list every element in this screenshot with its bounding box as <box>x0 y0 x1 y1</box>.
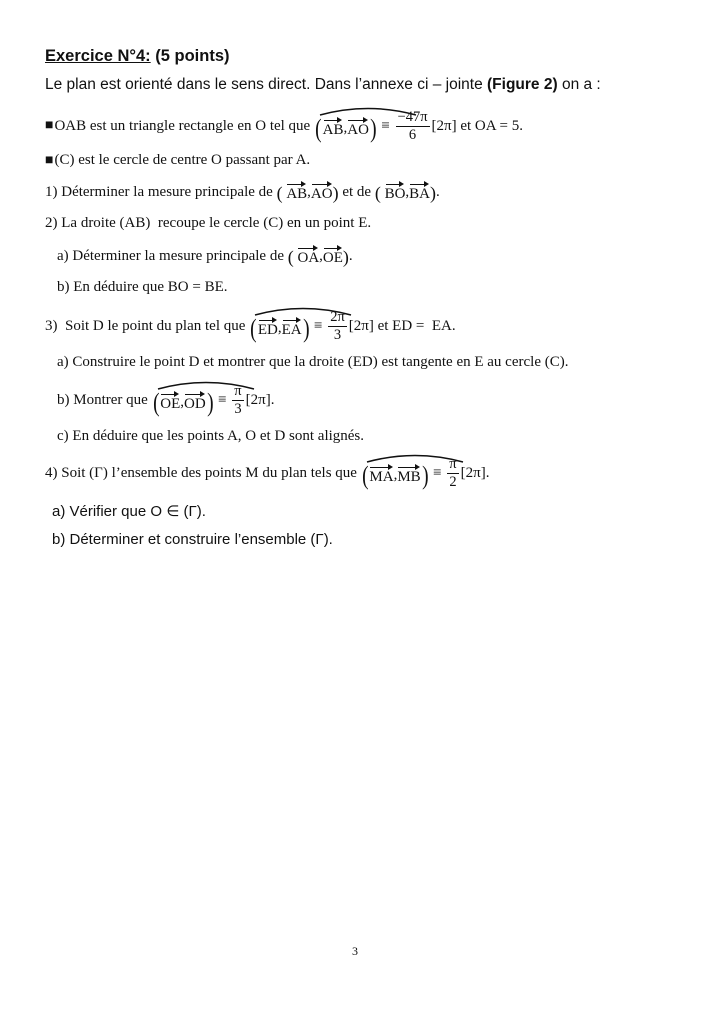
q4a-text: a) Vérifier que O ∈ (Γ). <box>52 503 206 520</box>
fraction-numerator: π <box>449 455 457 472</box>
given-circle-text: (C) est le cercle de centre O passant par A. <box>54 152 311 168</box>
intro-end: on a : <box>557 76 601 93</box>
vector-ao: AO <box>347 119 369 138</box>
angle-arc-icon <box>365 453 465 463</box>
angle-arc-icon <box>318 106 418 116</box>
vector-bo: BO <box>385 183 406 202</box>
q3-prefix: 3) Soit D le point du plan tel que <box>45 317 250 334</box>
vector-oe: OE <box>160 393 180 412</box>
oriented-angle-ed-ea: ( ED , EA ) <box>249 311 310 342</box>
vector-ma: MA <box>369 466 393 485</box>
angle-arc-icon <box>156 380 256 390</box>
given-triangle-text: OAB est un triangle rectangle en O tel que <box>54 117 314 134</box>
vector-oe: OE <box>323 247 343 266</box>
given-triangle-mod: [2π] et OA = 5. <box>431 117 523 134</box>
given-circle <box>45 152 310 169</box>
exercise-title <box>45 47 230 66</box>
q3-mod: [2π] et ED = EA. <box>348 317 456 334</box>
q1-mid: et de <box>338 184 375 200</box>
question-2 <box>45 215 371 232</box>
q1-end: . <box>436 184 440 200</box>
fraction-numerator: −47π <box>397 108 428 125</box>
page-number: 3 <box>352 944 358 958</box>
fraction-numerator: π <box>234 382 242 399</box>
intro-figure-ref: (Figure 2) <box>487 76 558 93</box>
given-triangle <box>45 106 523 146</box>
oriented-angle-ma-mb: ( MA , MB ) <box>361 458 430 489</box>
equiv-sign: ≡ <box>313 317 323 334</box>
fraction-denominator: 3 <box>234 400 242 417</box>
intro-line <box>45 76 601 94</box>
equiv-sign: ≡ <box>433 464 442 481</box>
oriented-angle-ab-ao: ( AB , AO ) <box>314 111 378 142</box>
q1-prefix: 1) Déterminer la mesure principale de <box>45 184 277 200</box>
vector-ed: ED <box>258 319 278 338</box>
equiv-sign: ≡ <box>218 391 227 408</box>
q2b-text: b) En déduire que BO = BE. <box>57 279 228 295</box>
question-4b <box>52 531 333 548</box>
vector-ao: AO <box>311 183 333 202</box>
equiv-sign: ≡ <box>381 117 390 134</box>
oriented-angle-oe-od: ( OE , OD ) <box>152 385 215 416</box>
intro-text: Le plan est orienté dans le sens direct. Dans l’annexe ci – jointe <box>45 76 488 93</box>
exercise-points: (5 points) <box>155 47 230 65</box>
fraction-denominator: 3 <box>333 326 342 343</box>
question-3a <box>57 354 568 371</box>
q2a-prefix: a) Déterminer la mesure principale de <box>57 248 288 264</box>
q3b-mod: [2π]. <box>245 391 275 408</box>
q4-mod: [2π]. <box>460 464 490 481</box>
question-4a <box>52 502 206 520</box>
q3b-prefix: b) Montrer que <box>57 391 152 408</box>
question-2b <box>57 279 228 296</box>
vector-od: OD <box>184 393 206 412</box>
question-3c <box>57 428 364 445</box>
q2-text: 2) La droite (AB) recoupe le cercle (C) en un point E. <box>45 215 372 231</box>
q2a-end: . <box>348 248 353 264</box>
exercise-title-label: Exercice N°4: <box>45 47 151 65</box>
question-2a: a) Déterminer la mesure principale de ( OA , OE ) . <box>57 246 353 267</box>
vector-ea: EA <box>282 319 302 338</box>
vector-ab: AB <box>323 119 344 138</box>
q4-prefix: 4) Soit (Γ) l’ensemble des points M du plan tels que <box>45 464 361 481</box>
bullet-square-icon: ■ <box>45 152 54 168</box>
fraction-denominator: 6 <box>408 126 417 143</box>
vector-mb: MB <box>397 466 420 485</box>
vector-ab: AB <box>286 183 307 202</box>
question-3b <box>57 380 274 420</box>
fraction-denominator: 2 <box>449 473 457 490</box>
vector-ba: BA <box>409 183 430 202</box>
fraction-numerator: 2π <box>330 308 345 325</box>
q3c-text: c) En déduire que les points A, O et D sont alignés. <box>57 428 365 444</box>
question-3 <box>45 306 456 346</box>
bullet-square-icon: ■ <box>45 118 54 133</box>
q4b-text: b) Déterminer et construire l’ensemble (Γ). <box>52 531 333 548</box>
question-4 <box>45 453 489 493</box>
q3a-text: a) Construire le point D et montrer que la droite (ED) est tangente en E au cercle (C). <box>57 354 569 370</box>
vector-oa: OA <box>297 247 319 266</box>
question-1: 1) Déterminer la mesure principale de ( AB , AO ) et de ( BO , BA ) . <box>45 182 440 203</box>
